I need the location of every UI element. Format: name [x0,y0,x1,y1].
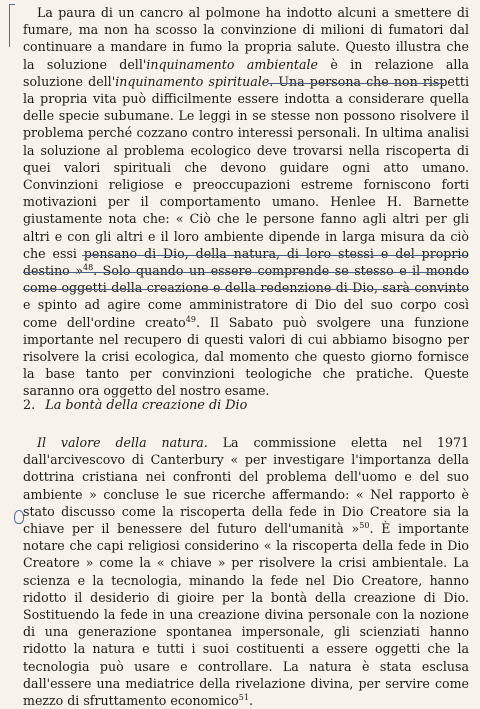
section-number: 2. [23,398,36,413]
section-title: La bontà della creazione di Dio [45,398,248,413]
italic-term-environmental-pollution: inquinamento ambientale [146,56,318,72]
pencil-underline [23,272,469,273]
pencil-underline [268,83,444,84]
italic-term-spiritual-pollution: inquinamento spirituale [115,73,270,89]
paragraph-1-text-2: è in relazione alla soluzione dell' [23,56,469,89]
footnote-ref-49[interactable]: 49 [185,314,196,324]
footnote-ref-48[interactable]: 48 [82,262,94,272]
paragraph-1-text-1: La paura di un cancro al polmone ha indotto alcuni a smettere di fumare, ma non ha scosso la convinzione di milioni di fumatori dal continuare a mandare in fumo la propria salute. Questo illustra che la soluzione dell' [23,5,469,72]
paragraph-1-text-3: . Una persona che non rispetti la propria vita può difficilmente essere indotta a considerare quella delle specie subumane. Le leggi in se stesse non possono risolvere il problema perché cozzano contro interessi personali. In ultima analisi la soluzione al problema ecologico deve trovarsi nella riscoperta di quei valori spirituali che devono guidare ogni atto umano. Convinzioni religiose e preoccupazioni estreme forniscono forti motivazioni per il comportamento umano. Henlee H. Barnette giustamente nota che: « Ciò che le persone fanno agli altri per gli altri e con gli altri e il loro ambiente dipende in larga misura da ciò che essi pensano di Dio, della natura, di loro stessi e del proprio destino » [23,73,470,279]
pencil-bracket-mark [9,4,15,47]
paragraph-1-text-5: . Il Sabato può svolgere una funzione importante nel recupero di questi valori di cui abbiamo bisogno per risolvere la crisi ecologica, dal momento che questo giorno fornisce la base tanto per convinzioni teologiche che pratiche. Queste saranno ora oggetto del nostro esame. [23,314,469,399]
pencil-underline [23,289,469,290]
section-heading [23,398,469,413]
paragraph-2 [23,434,469,709]
footnote-ref-50[interactable]: 50 [359,520,370,530]
paragraph-2-lead: Il valore della natura. [37,435,208,450]
paragraph-2-text-3: . [248,693,253,709]
paragraph-2-text-1: La commissione eletta nel 1971 dall'arcivescovo di Canterbury « per investigare l'importanza della dottrina cristiana nei confronti del problema dell'uomo e del suo ambiente » concluse le sue ricerche affermando: « Nel rapporto è stato discusso come la riscoperta della fede in Dio Creatore sia la chiave per il benessere del futuro dell'umanità » [23,435,469,537]
pencil-underline [82,255,467,256]
paragraph-1-text-4: . Solo quando un essere comprende se stesso e il mondo come oggetti della creazione e della redenzione di Dio, sarà convinto e spinto ad agire come amministratore di Dio del suo corpo così come dell'ordine creato [23,263,469,330]
paragraph-2-text-2: . È importante notare che capi religiosi considerino « la riscoperta della fede in Dio Creatore » come la « chiave » per risolvere la crisi ambientale. La scienza e la tecnologia, minando la fede nel Dio Creatore, hanno ridotto il desiderio di gioire per la bontà della creazione di Dio. Sostituendo la fede in una creazione divina personale con la nozione di una generazione spontanea impersonale, gli scienziati hanno ridotto la natura e tutti i suoi costituenti a essere oggetti che la tecnologia può usare e controllare. La natura è stata esclusa dall'essere una mediatrice della rivelazione divina, per servire come mezzo di sfruttamento economico [23,521,470,709]
footnote-ref-51[interactable]: 51 [238,692,249,702]
paragraph-1 [23,4,469,400]
